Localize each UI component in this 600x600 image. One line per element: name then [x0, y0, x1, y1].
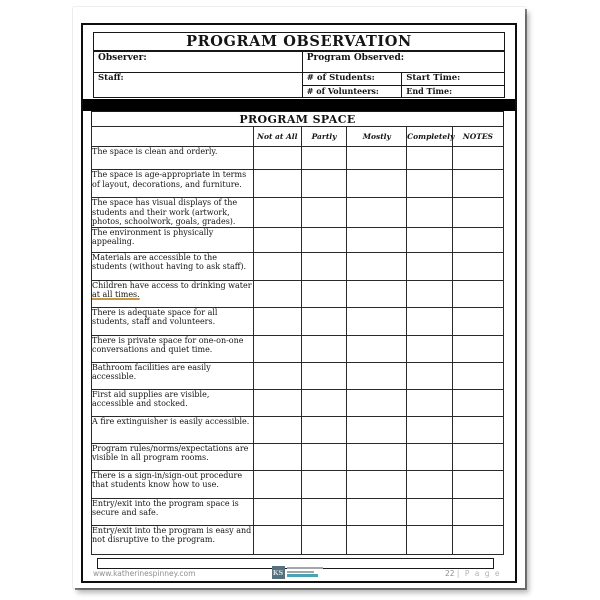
notes-cell[interactable]	[452, 227, 503, 252]
notes-cell[interactable]	[452, 307, 503, 335]
rating-cell[interactable]	[347, 362, 407, 389]
rating-cell[interactable]	[253, 335, 301, 362]
rating-cell[interactable]	[347, 170, 407, 198]
notes-cell[interactable]	[452, 335, 503, 362]
statement-cell: First aid supplies are visible, accessible and stocked.	[92, 389, 254, 416]
rating-cell[interactable]	[301, 170, 347, 198]
page-footer	[93, 566, 501, 579]
table-row	[92, 227, 504, 252]
notes-cell[interactable]	[452, 147, 503, 170]
rating-cell[interactable]	[347, 416, 407, 443]
notes-cell[interactable]	[452, 443, 503, 470]
rating-column-header: Completely	[407, 127, 453, 147]
rating-cell[interactable]	[301, 498, 347, 525]
ks-logo-text-lines	[287, 566, 323, 577]
notes-cell[interactable]	[452, 470, 503, 498]
rating-cell[interactable]	[253, 227, 301, 252]
notes-cell[interactable]	[452, 198, 503, 227]
rating-cell[interactable]	[253, 470, 301, 498]
table-row	[92, 147, 504, 170]
statement-cell: There is adequate space for all students, staff and volunteers.	[92, 307, 254, 335]
rating-cell[interactable]	[301, 252, 347, 280]
ks-logo	[272, 566, 323, 579]
rating-cell[interactable]	[301, 443, 347, 470]
rating-column-header: Not at All	[253, 127, 301, 147]
rating-cell[interactable]	[301, 525, 347, 554]
statement-cell: The environment is physically appealing.	[92, 227, 254, 252]
statement-cell: There is a sign-in/sign-out procedure that students know how to use.	[92, 470, 254, 498]
table-row	[92, 416, 504, 443]
rating-cell[interactable]	[301, 198, 347, 227]
rating-column-header: NOTES	[452, 127, 503, 147]
rating-cell[interactable]	[301, 362, 347, 389]
end-time-field[interactable]: End Time:	[402, 86, 505, 98]
statement-cell: The space is age-appropriate in terms of layout, decorations, and furniture.	[92, 170, 254, 198]
notes-cell[interactable]	[452, 252, 503, 280]
table-row	[92, 170, 504, 198]
form-border-box	[81, 23, 517, 583]
footer-website: www.katherinespinney.com	[93, 569, 196, 578]
rating-cell[interactable]	[301, 280, 347, 307]
rating-cell[interactable]	[347, 252, 407, 280]
statement-cell: A fire extinguisher is easily accessible.	[92, 416, 254, 443]
rating-cell[interactable]	[407, 362, 453, 389]
statement-cell: Entry/exit into the program space is secure and safe.	[92, 498, 254, 525]
table-row	[92, 307, 504, 335]
table-row	[92, 389, 504, 416]
rating-cell[interactable]	[253, 252, 301, 280]
rating-cell[interactable]	[347, 198, 407, 227]
observation-grid	[91, 126, 504, 554]
rating-cell[interactable]	[347, 147, 407, 170]
grammar-underlined-text: at all times.	[92, 289, 140, 299]
notes-cell[interactable]	[452, 525, 503, 554]
rating-column-header: Mostly	[347, 127, 407, 147]
rating-cell[interactable]	[347, 498, 407, 525]
rating-cell[interactable]	[407, 498, 453, 525]
rating-cell[interactable]	[301, 470, 347, 498]
rating-cell[interactable]	[407, 389, 453, 416]
form-title: PROGRAM OBSERVATION	[93, 32, 505, 51]
table-row	[92, 280, 504, 307]
rating-cell[interactable]	[407, 307, 453, 335]
rating-cell[interactable]	[407, 416, 453, 443]
rating-cell[interactable]	[407, 198, 453, 227]
rating-cell[interactable]	[253, 416, 301, 443]
rating-cell[interactable]	[347, 525, 407, 554]
rating-cell[interactable]	[301, 335, 347, 362]
ks-logo-icon: KS	[272, 566, 285, 579]
num-students-field[interactable]: # of Students:	[302, 73, 401, 86]
notes-cell[interactable]	[452, 280, 503, 307]
num-volunteers-field[interactable]: # of Volunteers:	[302, 86, 401, 98]
rating-cell[interactable]	[347, 227, 407, 252]
table-row	[92, 525, 504, 554]
staff-field[interactable]: Staff:	[94, 73, 303, 98]
rating-cell[interactable]	[407, 252, 453, 280]
header-fields-table	[93, 51, 505, 98]
table-row	[92, 498, 504, 525]
notes-cell[interactable]	[452, 498, 503, 525]
rating-cell[interactable]	[301, 307, 347, 335]
rating-cell[interactable]	[253, 198, 301, 227]
rating-cell[interactable]	[253, 498, 301, 525]
statement-cell: Entry/exit into the program is easy and not disruptive to the program.	[92, 525, 254, 554]
rating-cell[interactable]	[347, 307, 407, 335]
notes-cell[interactable]	[452, 416, 503, 443]
rating-cell[interactable]	[253, 280, 301, 307]
rating-cell[interactable]	[301, 416, 347, 443]
page-number: 22 | P a g e	[444, 569, 501, 578]
notes-cell[interactable]	[452, 389, 503, 416]
document-page	[73, 7, 525, 588]
rating-column-header: Partly	[301, 127, 347, 147]
rating-cell[interactable]	[347, 443, 407, 470]
rating-cell[interactable]	[301, 227, 347, 252]
table-row	[92, 252, 504, 280]
rating-cell[interactable]	[407, 443, 453, 470]
observer-field[interactable]: Observer:	[94, 52, 303, 73]
rating-cell[interactable]	[301, 147, 347, 170]
rating-cell[interactable]	[253, 307, 301, 335]
rating-cell[interactable]	[253, 170, 301, 198]
rating-cell[interactable]	[407, 470, 453, 498]
rating-cell[interactable]	[407, 170, 453, 198]
rating-cell[interactable]	[347, 389, 407, 416]
rating-cell[interactable]	[347, 470, 407, 498]
section-divider-bar	[83, 99, 515, 111]
notes-cell[interactable]	[452, 170, 503, 198]
rating-cell[interactable]	[407, 280, 453, 307]
statement-cell: There is private space for one-on-one conversations and quiet time.	[92, 335, 254, 362]
statement-cell: The space has visual displays of the students and their work (artwork, photos, schoolwork, goals, grades).	[92, 198, 254, 227]
grid-header-row	[92, 127, 504, 147]
notes-cell[interactable]	[452, 362, 503, 389]
statement-column-header	[92, 127, 254, 147]
table-row	[92, 362, 504, 389]
rating-cell[interactable]	[253, 389, 301, 416]
rating-cell[interactable]	[253, 362, 301, 389]
table-row	[92, 335, 504, 362]
statement-cell: Materials are accessible to the students (without having to ask staff).	[92, 252, 254, 280]
program-space-section	[91, 111, 504, 568]
rating-cell[interactable]	[407, 525, 453, 554]
rating-cell[interactable]	[301, 389, 347, 416]
table-row	[92, 443, 504, 470]
rating-cell[interactable]	[253, 443, 301, 470]
rating-cell[interactable]	[407, 147, 453, 170]
rating-cell[interactable]	[347, 335, 407, 362]
section-title: PROGRAM SPACE	[91, 111, 504, 127]
rating-cell[interactable]	[253, 525, 301, 554]
statement-cell: Bathroom facilities are easily accessible.	[92, 362, 254, 389]
rating-cell[interactable]	[347, 280, 407, 307]
rating-cell[interactable]	[407, 335, 453, 362]
table-row	[92, 198, 504, 227]
statement-cell: Children have access to drinking water at all times.	[92, 280, 254, 307]
start-time-field[interactable]: Start Time:	[402, 73, 505, 86]
table-row	[92, 470, 504, 498]
rating-cell[interactable]	[253, 147, 301, 170]
rating-cell[interactable]	[407, 227, 453, 252]
program-observed-field[interactable]: Program Observed:	[302, 52, 504, 73]
statement-cell: The space is clean and orderly.	[92, 147, 254, 170]
statement-cell: Program rules/norms/expectations are visible in all program rooms.	[92, 443, 254, 470]
